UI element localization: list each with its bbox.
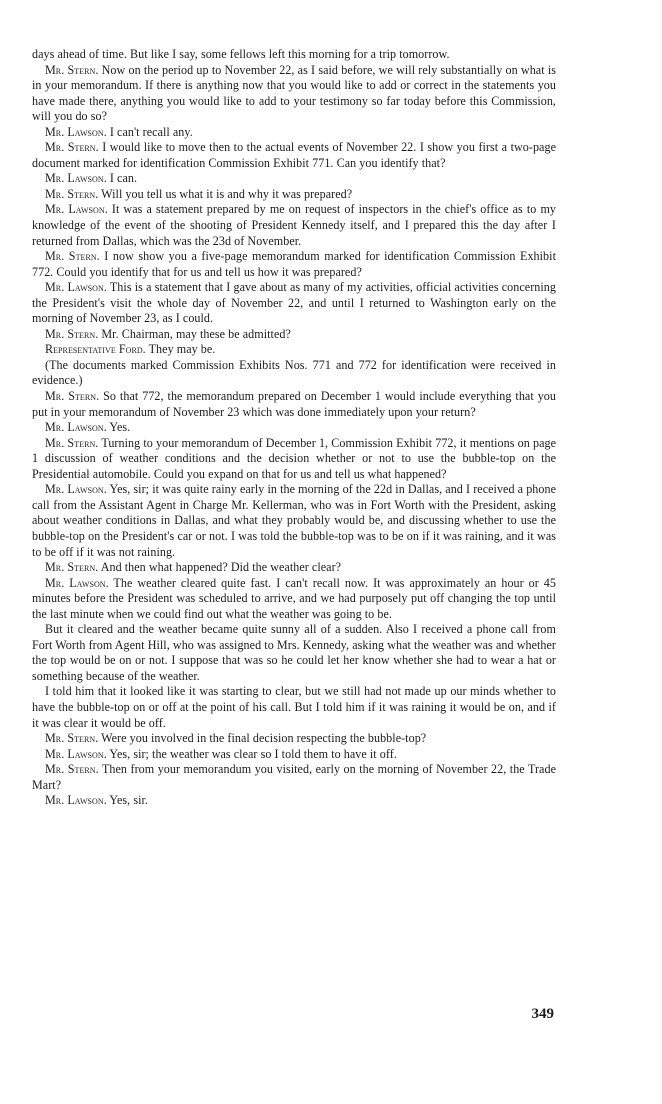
speaker-name: Mr. Stern. — [45, 186, 99, 201]
paragraph — [32, 280, 556, 327]
paragraph — [32, 436, 556, 483]
paragraph-text: I would like to move then to the actual events of November 22. I show you first a two-page document marked for identification Commission Exhibit 771. Can you identify that? — [32, 140, 556, 170]
speaker-name: Mr. Stern. — [45, 62, 99, 77]
paragraph-text: Were you involved in the final decision respecting the bubble-top? — [101, 731, 427, 746]
paragraph-text: Yes, sir. — [109, 793, 148, 808]
paragraph-text: Yes. — [109, 420, 131, 435]
paragraph — [32, 47, 556, 63]
paragraph-text: And then what happened? Did the weather clear? — [100, 560, 342, 575]
paragraph — [32, 731, 556, 747]
paragraph-text: I now show you a five-page memorandum marked for identification Commission Exhibit 772. Could you identify that for us and tell us how it was prepared? — [32, 249, 556, 279]
paragraph-text: I can. — [109, 171, 138, 186]
speaker-name: Mr. Lawson. — [45, 793, 107, 808]
paragraph — [32, 63, 556, 125]
speaker-name: Mr. Lawson. — [45, 124, 107, 139]
page-number: 349 — [531, 1006, 554, 1022]
speaker-name: Mr. Stern. — [45, 389, 100, 404]
speaker-name: Mr. Stern. — [45, 435, 99, 450]
paragraph-text: Will you tell us what it is and why it was prepared? — [101, 186, 353, 201]
paragraph-text: Turning to your memorandum of December 1, Commission Exhibit 772, it mentions on page 1 discussion of weather conditions and the decision whether or not to use the bubble-top on the Presidential automobile. Could you expand on that for us and tell us what happened? — [32, 435, 557, 481]
paragraph — [32, 576, 556, 623]
paragraph — [32, 187, 556, 203]
speaker-name: Mr. Lawson. — [45, 746, 107, 761]
speaker-name: Mr. Stern. — [45, 326, 99, 341]
paragraph — [32, 125, 556, 141]
paragraph-text: Mr. Chairman, may these be admitted? — [101, 326, 291, 341]
speaker-name: Mr. Lawson. — [45, 575, 109, 590]
speaker-name: Mr. Stern. — [45, 249, 100, 264]
paragraph — [32, 202, 556, 249]
speaker-name: Mr. Stern. — [45, 560, 99, 575]
paragraph — [32, 420, 556, 436]
paragraph-text: I can't recall any. — [109, 124, 193, 139]
paragraph — [32, 793, 556, 809]
speaker-name: Mr. Lawson. — [45, 482, 107, 497]
speaker-name: Mr. Lawson. — [45, 280, 107, 295]
paragraph-text: days ahead of time. But like I say, some fellows left this morning for a trip tomorrow. — [32, 47, 450, 61]
speaker-name: Representative Ford. — [45, 342, 146, 357]
speaker-name: Mr. Stern. — [45, 762, 99, 777]
paragraph — [32, 140, 556, 171]
paragraph — [32, 560, 556, 576]
paragraph — [32, 622, 556, 684]
paragraph — [32, 482, 556, 560]
paragraph-text: It was a statement prepared by me on request of inspectors in the chief's office as to my knowledge of the event of the shooting of President Kennedy itself, and I prepared this the day after I returned from Dallas, which was the 23d of November. — [32, 202, 557, 248]
paragraph-text: Then from your memorandum you visited, early on the morning of November 22, the Trade Mart? — [32, 762, 556, 792]
speaker-name: Mr. Lawson. — [45, 171, 107, 186]
speaker-name: Mr. Stern. — [45, 140, 99, 155]
paragraph — [32, 171, 556, 187]
paragraph — [32, 358, 556, 389]
paragraph-text: The weather cleared quite fast. I can't recall now. It was approximately an hour or 45 minutes before the President was scheduled to arrive, and we had purposely put off changing the top until the last minute when we could find out what the weather was going to be. — [32, 575, 557, 621]
paragraph — [32, 684, 556, 731]
paragraph-text: Yes, sir; the weather was clear so I told them to have it off. — [109, 746, 397, 761]
paragraph — [32, 249, 556, 280]
paragraph — [32, 327, 556, 343]
paragraph-text: But it cleared and the weather became quite sunny all of a sudden. Also I received a phone call from Fort Worth from Agent Hill, who was assigned to Mrs. Kennedy, asking what the weather was and whether the top would be on or not. I suppose that was so he could let her know whether she had to wear a hat or something because of the weather. — [32, 622, 556, 683]
paragraph — [32, 342, 556, 358]
paragraph-text: They may be. — [148, 342, 216, 357]
speaker-name: Mr. Lawson. — [45, 202, 108, 217]
speaker-name: Mr. Stern. — [45, 731, 99, 746]
paragraph-text: Now on the period up to November 22, as I said before, we will rely substantially on what is in your memorandum. If there is anything now that you would like to add or correct in the statements you have made there, anything you would like to add to your testimony so far today before this Commission, will you do so? — [32, 62, 556, 124]
paragraph-text: (The documents marked Commission Exhibits Nos. 771 and 772 for identification were received in evidence.) — [32, 357, 556, 388]
paragraph-text: So that 772, the memorandum prepared on December 1 would include everything that you put in your memorandum of November 23 which was done immediately upon your return? — [32, 389, 556, 419]
paragraph — [32, 747, 556, 763]
paragraph-text: I told him that it looked like it was starting to clear, but we still had not made up our minds whether to have the bubble-top on or off at the point of his call. But I told him if it was raining it would be on, and if it was clear it would be off. — [32, 684, 556, 730]
paragraph-text: Yes, sir; it was quite rainy early in the morning of the 22d in Dallas, and I received a phone call from the Assistant Agent in Charge Mr. Kellerman, who was in Fort Worth with the President, asking about weather conditions in Dallas, and what they probably would be, and discussing whether to use the bubble-top on the President's car or not. I was told the bubble-top was to be on if it was raining, and it was to be off if it was not raining. — [32, 482, 556, 559]
paragraph — [32, 389, 556, 420]
speaker-name: Mr. Lawson. — [45, 420, 107, 435]
paragraph — [32, 762, 556, 793]
paragraph-text: This is a statement that I gave about as many of my activities, official activities concerning the President's visit the whole day of November 22, and until I returned to Washington early on the morning of November 23, as I could. — [32, 280, 556, 326]
testimony-page — [32, 47, 556, 809]
